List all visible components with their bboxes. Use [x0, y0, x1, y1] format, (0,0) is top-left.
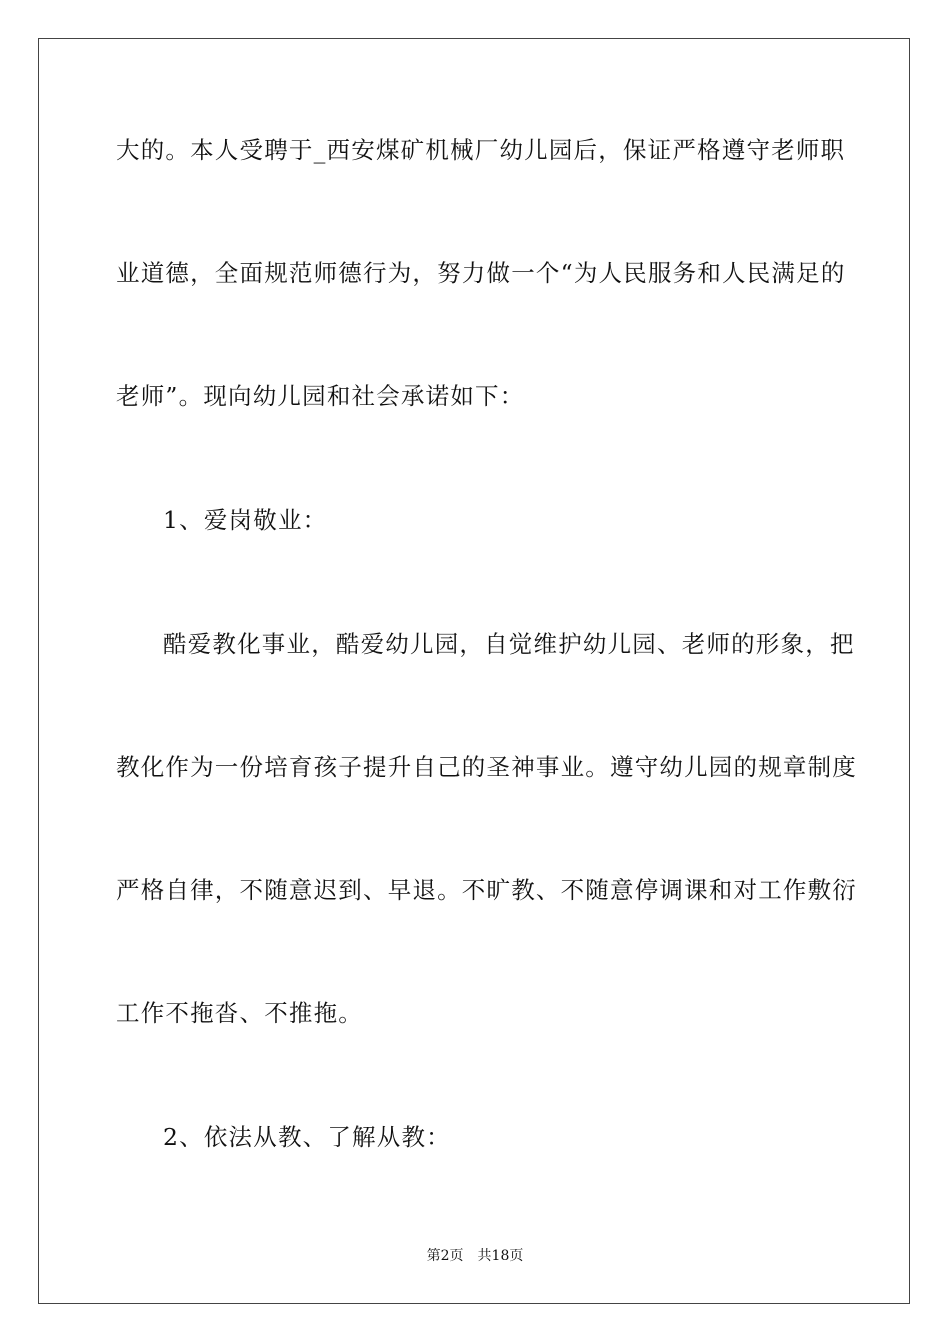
paragraph-line: 严格自律，不随意迟到、早退。不旷教、不随意停调课和对工作敷衍: [116, 876, 857, 904]
paragraph-line: 业道德，全面规范师德行为，努力做一个“为人民服务和人民满足的: [116, 259, 846, 287]
page-footer: [0, 1246, 950, 1266]
paragraph-line: 工作不拖沓、不推拖。: [116, 999, 363, 1027]
paragraph-line: 老师”。现向幼儿园和社会承诺如下：: [116, 382, 525, 410]
page-border: [38, 38, 910, 1304]
section-heading: 2、依法从教、了解从教：: [163, 1123, 451, 1151]
section-heading: 1、爱岗敬业：: [163, 506, 328, 534]
paragraph-line: 酷爱教化事业，酷爱幼儿园，自觉维护幼儿园、老师的形象，把: [163, 630, 855, 658]
page-total: 共18页: [477, 1248, 524, 1264]
paragraph-line: 大的。本人受聘于_西安煤矿机械厂幼儿园后，保证严格遵守老师职: [116, 136, 846, 164]
paragraph-line: 教化作为一份培育孩子提升自己的圣神事业。遵守幼儿园的规章制度: [116, 753, 857, 781]
page-number: 第2页: [426, 1248, 464, 1264]
